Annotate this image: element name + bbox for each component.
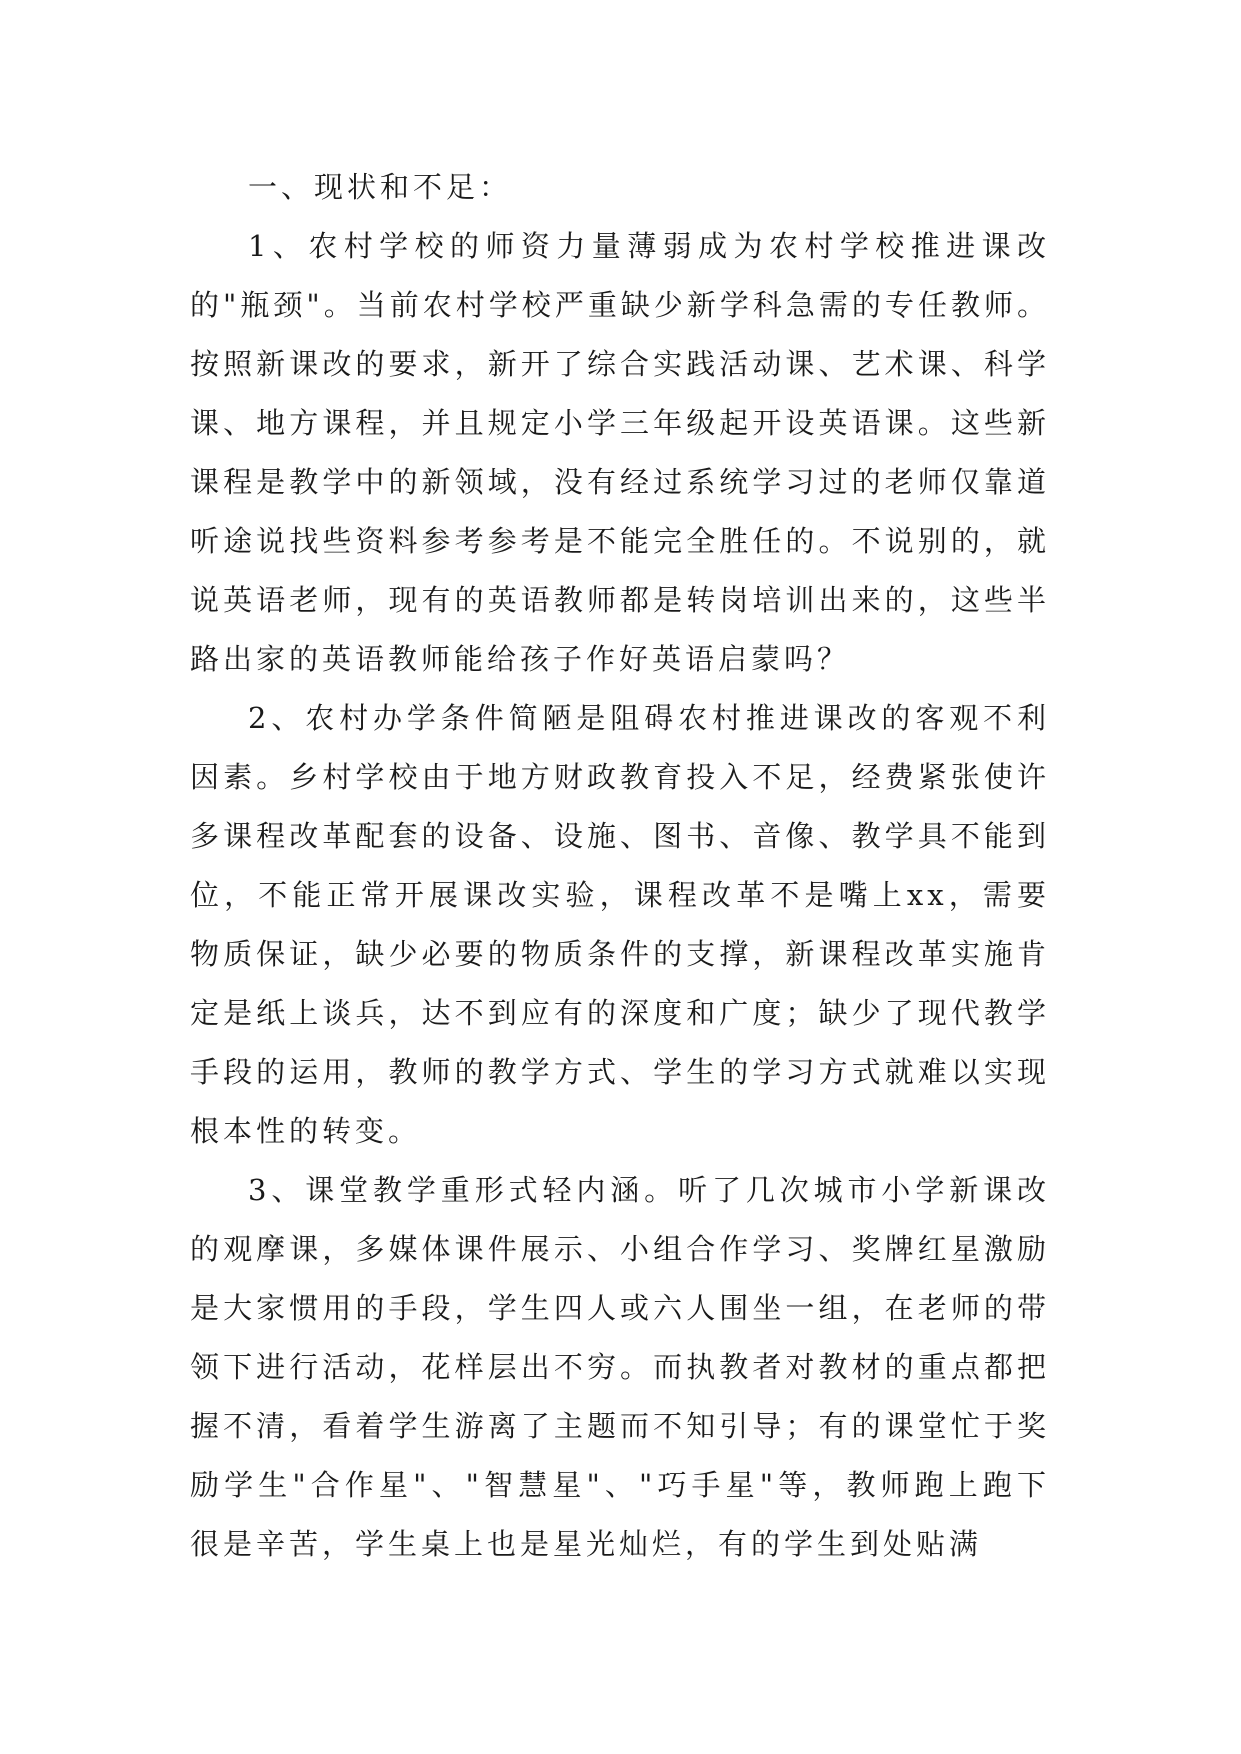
paragraph-1: 1、农村学校的师资力量薄弱成为农村学校推进课改的"瓶颈"。当前农村学校严重缺少新学科急需的专任教师。按照新课改的要求，新开了综合实践活动课、艺术课、科学课、地方课程，并且规定小学三年级起开设英语课。这些新课程是教学中的新领域，没有经过系统学习过的老师仅靠道听途说找些资料参考参考是不能完全胜任的。不说别的，就说英语老师，现有的英语教师都是转岗培训出来的，这些半路出家的英语教师能给孩子作好英语启蒙吗？ <box>190 229 1050 676</box>
paragraph-3: 3、课堂教学重形式轻内涵。听了几次城市小学新课改的观摩课，多媒体课件展示、小组合作学习、奖牌红星激励是大家惯用的手段，学生四人或六人围坐一组，在老师的带领下进行活动，花样层出不穷。而执教者对教材的重点都把握不清，看着学生游离了主题而不知引导；有的课堂忙于奖励学生"合作星"、"智慧星"、"巧手星"等，教师跑上跑下很是辛苦，学生桌上也是星光灿烂，有的学生到处贴满 <box>190 1173 1050 1561</box>
document-page <box>190 158 1050 1574</box>
paragraph-2: 2、农村办学条件简陋是阻碍农村推进课改的客观不利因素。乡村学校由于地方财政教育投入不足，经费紧张使许多课程改革配套的设备、设施、图书、音像、教学具不能到位，不能正常开展课改实验，课程改革不是嘴上xx，需要物质保证，缺少必要的物质条件的支撑，新课程改革实施肯定是纸上谈兵，达不到应有的深度和广度；缺少了现代教学手段的运用，教师的教学方式、学生的学习方式就难以实现根本性的转变。 <box>190 701 1050 1148</box>
section-heading: 一、现状和不足： <box>248 170 513 204</box>
